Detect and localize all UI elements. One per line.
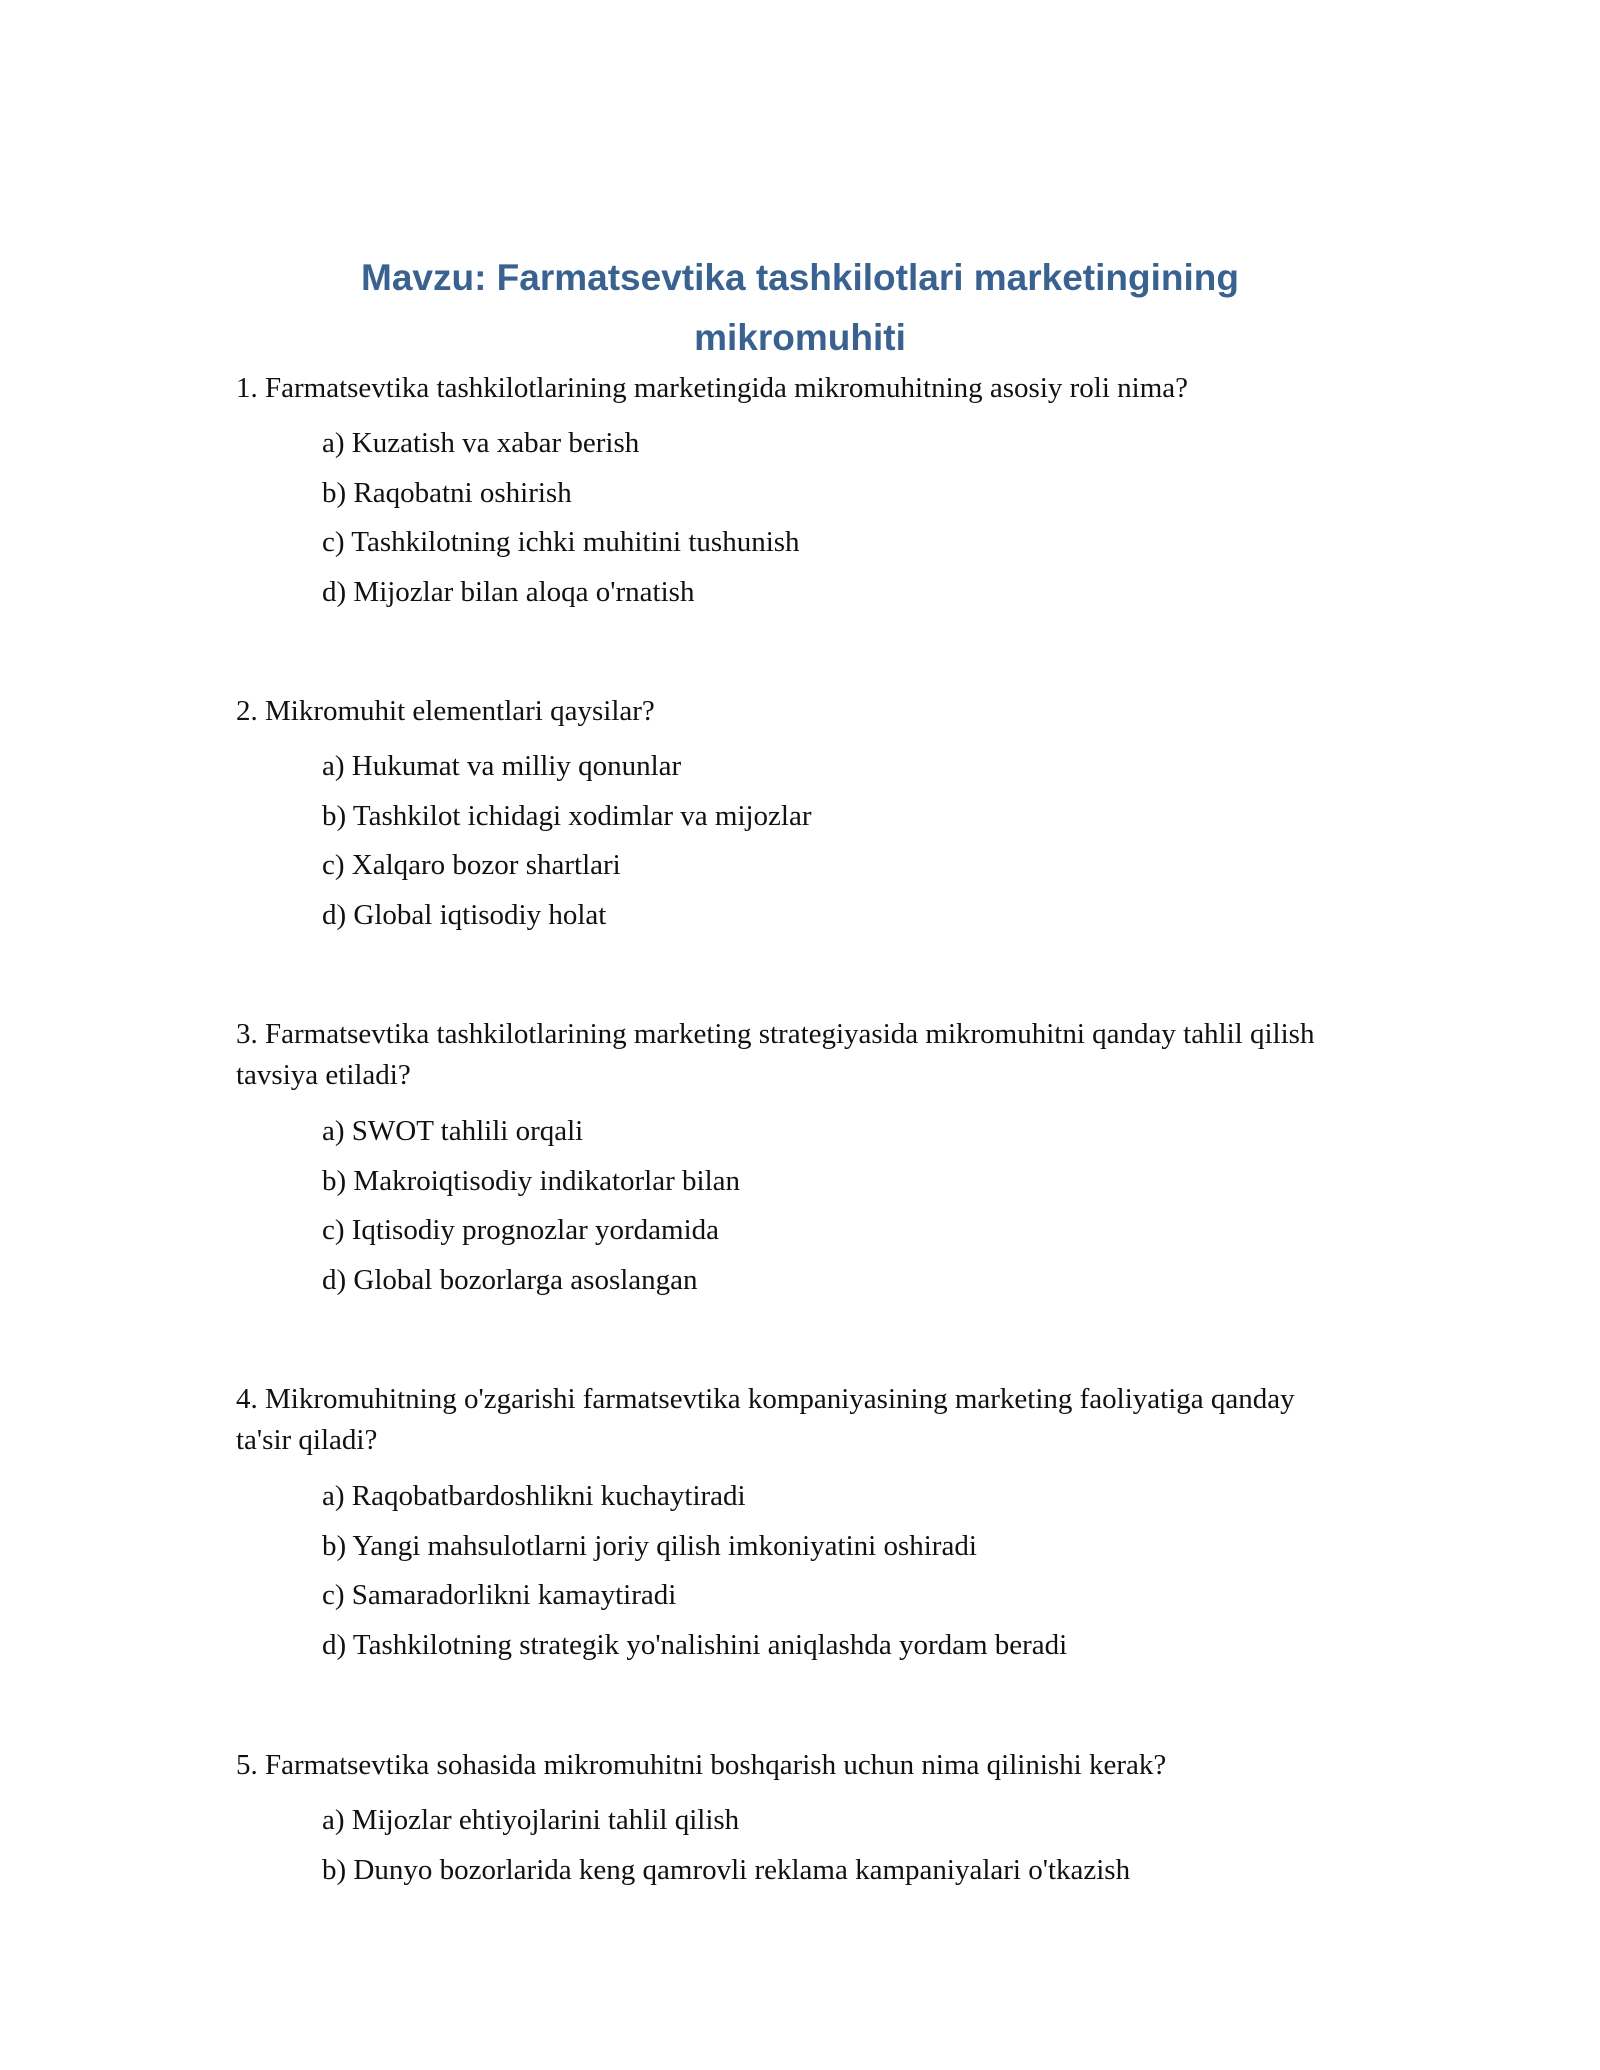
question-1-option-b: b) Raqobatni oshirish bbox=[322, 476, 572, 509]
question-2-options bbox=[322, 742, 1322, 940]
question-4-options bbox=[322, 1472, 1322, 1670]
question-1-text: 1. Farmatsevtika tashkilotlarining marketingida mikromuhitning asosiy roli nima? bbox=[236, 372, 1189, 404]
question-5-options bbox=[322, 1796, 1322, 1895]
question-1-option-a: a) Kuzatish va xabar berish bbox=[322, 427, 640, 459]
question-4-option-b: b) Yangi mahsulotlarni joriy qilish imkoniyatini oshiradi bbox=[322, 1529, 977, 1562]
page-title-line-2: mikromuhiti bbox=[694, 317, 906, 358]
question-2-option-d: d) Global iqtisodiy holat bbox=[322, 898, 607, 931]
question-5-text: 5. Farmatsevtika sohasida mikromuhitni boshqarish uchun nima qilinishi kerak? bbox=[236, 1749, 1167, 1781]
page-title bbox=[300, 248, 1300, 368]
page-title-line-1: Mavzu: Farmatsevtika tashkilotlari marketingining bbox=[361, 257, 1239, 298]
question-5-option-b: b) Dunyo bozorlarida keng qamrovli reklama kampaniyalari o'tkazish bbox=[322, 1853, 1131, 1886]
question-2-option-c: c) Xalqaro bozor shartlari bbox=[322, 849, 621, 881]
question-1-options bbox=[322, 419, 1322, 617]
question-1-option-d: d) Mijozlar bilan aloqa o'rnatish bbox=[322, 575, 695, 608]
question-2-option-a: a) Hukumat va milliy qonunlar bbox=[322, 750, 682, 782]
question-3-option-b: b) Makroiqtisodiy indikatorlar bilan bbox=[322, 1164, 741, 1197]
question-5-option-a: a) Mijozlar ehtiyojlarini tahlil qilish bbox=[322, 1804, 740, 1836]
question-4-option-c: c) Samaradorlikni kamaytiradi bbox=[322, 1579, 677, 1611]
question-4-option-d: d) Tashkilotning strategik yo'nalishini aniqlashda yordam beradi bbox=[322, 1628, 1068, 1661]
question-3-option-d: d) Global bozorlarga asoslangan bbox=[322, 1263, 698, 1296]
question-4-option-a: a) Raqobatbardoshlikni kuchaytiradi bbox=[322, 1480, 746, 1512]
question-3-options bbox=[322, 1107, 1322, 1305]
question-2-option-b: b) Tashkilot ichidagi xodimlar va mijozlar bbox=[322, 799, 812, 832]
question-2-text: 2. Mikromuhit elementlari qaysilar? bbox=[236, 695, 655, 727]
question-3-text: 3. Farmatsevtika tashkilotlarining marketing strategiyasida mikromuhitni qanday tahlil qilish tavsiya etiladi? bbox=[236, 1018, 1315, 1091]
question-4-text: 4. Mikromuhitning o'zgarishi farmatsevtika kompaniyasining marketing faoliyatiga qanday ta'sir qiladi? bbox=[236, 1383, 1295, 1456]
question-3-option-a: a) SWOT tahlili orqali bbox=[322, 1115, 584, 1147]
question-1-option-c: c) Tashkilotning ichki muhitini tushunish bbox=[322, 526, 800, 558]
question-3-option-c: c) Iqtisodiy prognozlar yordamida bbox=[322, 1214, 720, 1246]
